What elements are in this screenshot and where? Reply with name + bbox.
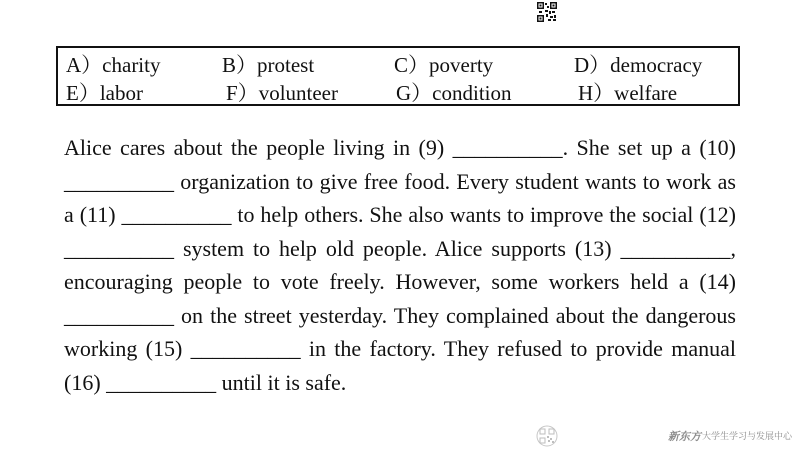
option-letter: F） xyxy=(226,81,259,105)
watermark-text: 大学生学习与发展中心 xyxy=(702,432,793,442)
word-bank xyxy=(56,46,740,106)
option-letter: C） xyxy=(394,53,430,77)
option-letter: H） xyxy=(578,81,615,105)
watermark-qr-icon xyxy=(536,425,558,447)
option-word: democracy xyxy=(610,53,703,77)
option-word: welfare xyxy=(614,81,678,105)
option-a xyxy=(66,53,160,77)
option-d xyxy=(574,53,702,77)
option-letter: A） xyxy=(66,53,103,77)
option-h xyxy=(578,81,677,105)
option-f xyxy=(226,81,338,105)
option-g xyxy=(396,81,512,105)
option-word: charity xyxy=(102,53,161,77)
option-letter: E） xyxy=(66,81,100,105)
option-letter: G） xyxy=(396,81,433,105)
option-word: volunteer xyxy=(258,81,338,105)
option-e xyxy=(66,81,143,105)
option-letter: B） xyxy=(222,53,258,77)
option-word: labor xyxy=(99,81,143,105)
option-c xyxy=(394,53,493,77)
option-b xyxy=(222,53,314,77)
option-word: protest xyxy=(257,53,315,77)
option-letter: D） xyxy=(574,53,611,77)
option-word: poverty xyxy=(429,53,494,77)
option-word: condition xyxy=(432,81,512,105)
passage-text: Alice cares about the people living in (9) __________. She set up a (10) __________ organization to give free food. Every student wants to work as a (11) __________ to help others. She also wants to improve the social (12) __________ system to help old people. Alice supports (13) __________, encouraging people to vote freely. However, some workers held a (14) __________ on the street yesterday. They complained about the dangerous working (15) __________ in the factory. They refused to provide manual (16) __________ until it is safe. xyxy=(64,135,736,395)
qr-code-icon xyxy=(537,2,557,22)
watermark-logo: 新东方 xyxy=(668,430,701,443)
